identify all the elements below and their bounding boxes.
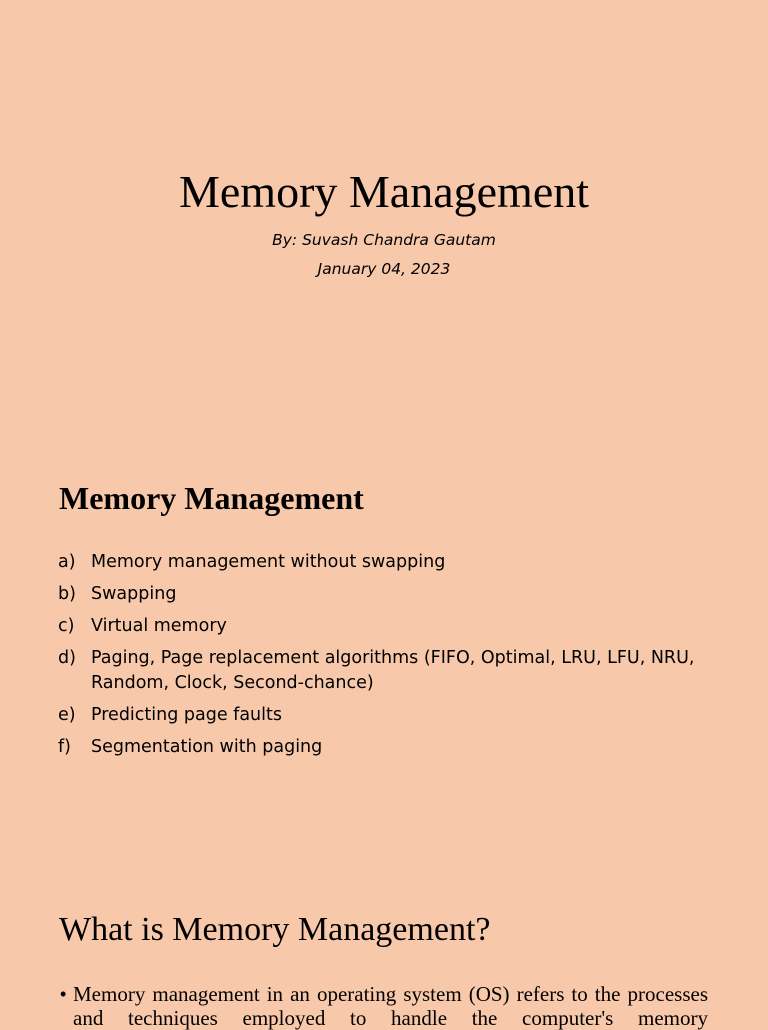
list-item [58, 550, 718, 575]
presentation-title: Memory Management [178, 166, 590, 217]
list-item-text: Paging, Page replacement algorithms (FIFO, Optimal, LRU, LFU, NRU, Random, Clock, Second-chance) [91, 648, 695, 693]
list-marker: d) [58, 648, 76, 668]
author-line: By: Suvash Chandra Gautam [272, 231, 496, 249]
bullet-text: Memory management in an operating system (OS) refers to the processes and techniques employed to handle the computer's memory [73, 982, 708, 1030]
date-line: January 04, 2023 [317, 260, 451, 278]
list-item-text: Segmentation with paging [91, 736, 323, 757]
list-item [58, 582, 718, 607]
list-marker: c) [58, 616, 75, 636]
list-item [58, 735, 718, 760]
list-item-text: Swapping [91, 584, 177, 604]
list-item [58, 646, 718, 695]
list-item [58, 703, 718, 728]
list-item [58, 614, 718, 639]
list-item-text: Virtual memory [91, 616, 227, 636]
list-marker: e) [58, 704, 76, 725]
list-marker: a) [58, 552, 76, 572]
list-marker: f) [58, 736, 71, 757]
list-item-text: Memory management without swapping [91, 552, 446, 572]
contents-heading: Memory Management [59, 480, 364, 516]
bullet-paragraph [60, 982, 708, 1030]
definition-heading: What is Memory Management? [59, 911, 491, 948]
title-slide [0, 0, 768, 432]
list-item-text: Predicting page faults [91, 704, 282, 725]
topic-list [58, 550, 718, 767]
bullet-icon: • [60, 984, 67, 1004]
list-marker: b) [58, 584, 76, 604]
